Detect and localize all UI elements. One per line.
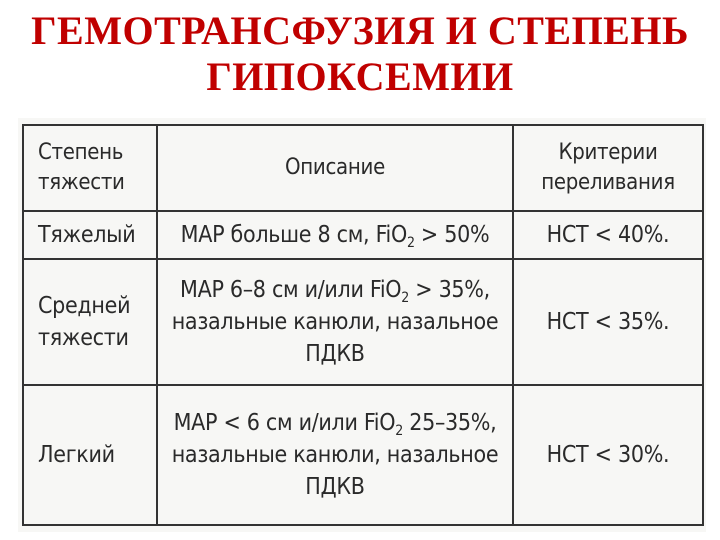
transfusion-criteria-table [22, 124, 704, 526]
header-severity: Степень тяжести [23, 125, 157, 211]
severity-cell: Тяжелый [23, 211, 157, 259]
table-header-row [23, 125, 703, 211]
table-row [23, 211, 703, 259]
header-criteria: Критерии переливания [513, 125, 703, 211]
criteria-cell: HCT < 35%. [513, 259, 703, 385]
criteria-cell: HCT < 30%. [513, 385, 703, 525]
table-row [23, 385, 703, 525]
title-line-1: ГЕМОТРАНСФУЗИЯ И СТЕПЕНЬ [31, 8, 689, 53]
title-line-2: ГИПОКСЕМИИ [206, 54, 514, 99]
severity-cell: Легкий [23, 385, 157, 525]
criteria-cell: HCT < 40%. [513, 211, 703, 259]
slide-title [0, 8, 720, 100]
description-cell: MAP больше 8 см, FiO$_2$ > 50% [157, 211, 513, 259]
description-cell: MAP 6–8 см и/или FiO$_2$ > 35%, назальные канюли, назальное ПДКВ [157, 259, 513, 385]
table-row [23, 259, 703, 385]
header-description: Описание [157, 125, 513, 211]
severity-cell: Средней тяжести [23, 259, 157, 385]
description-cell: MAP < 6 см и/или FiO$_2$ 25–35%, назальные канюли, назальное ПДКВ [157, 385, 513, 525]
